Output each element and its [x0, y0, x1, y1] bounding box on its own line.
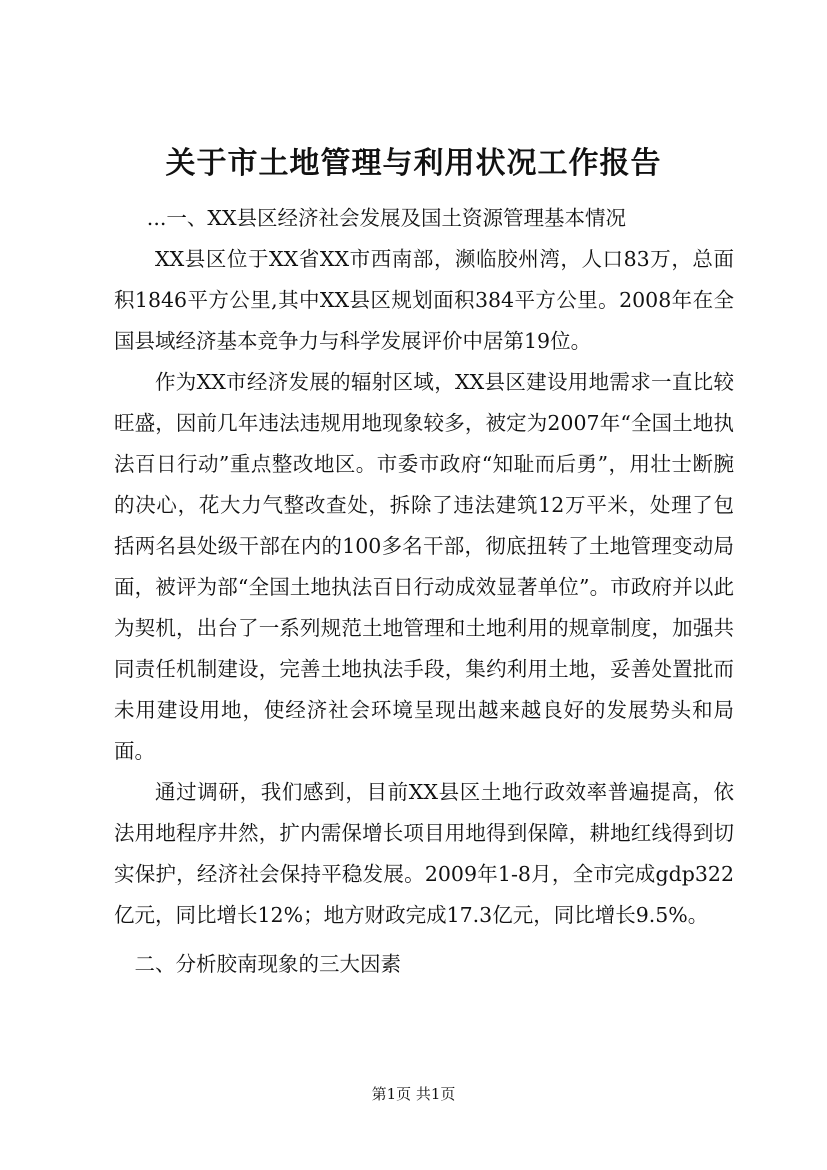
paragraph-land-enforcement: 作为XX市经济发展的辐射区域，XX县区建设用地需求一直比较旺盛，因前几年违法违规用地现象较多，被定为2007年“全国土地执法百日行动”重点整改地区。市委市政府“知耻而后勇”，用壮士断腕的决心，花大力气整改查处，拆除了违法建筑12万平米，处理了包括两名县处级干部在内的100多名干部，彻底扭转了土地管理变动局面，被评为部“全国土地执法百日行动成效显著单位”。市政府并以此为契机，出台了一系列规范土地管理和土地利用的规章制度，加强共同责任机制建设，完善土地执法手段，集约利用土地，妥善处置批而未用建设用地，使经济社会环境呈现出越来越良好的发展势头和局面。 — [114, 370, 734, 763]
document-body — [114, 198, 734, 985]
document-title: 关于市土地管理与利用状况工作报告 — [165, 146, 662, 181]
section-heading-1: ...一、XX县区经济社会发展及国土资源管理基本情况 — [146, 206, 627, 230]
section-heading-2: 二、分析胶南现象的三大因素 — [134, 952, 401, 976]
paragraph-research-findings: 通过调研，我们感到，目前XX县区土地行政效率普遍提高，依法用地程序井然，扩内需保增长项目用地得到保障，耕地红线得到切实保护，经济社会保持平稳发展。2009年1-8月，全市完成gdp322亿元，同比增长12%；地方财政完成17.3亿元，同比增长9.5%。 — [114, 780, 734, 927]
page-footer: 第1页 共1页 — [371, 1085, 456, 1103]
paragraph-county-overview: XX县区位于XX省XX市西南部，濒临胶州湾，人口83万，总面积1846平方公里,其中XX县区规划面积384平方公里。2008年在全国县域经济基本竞争力与科学发展评价中居第19位。 — [114, 247, 734, 353]
